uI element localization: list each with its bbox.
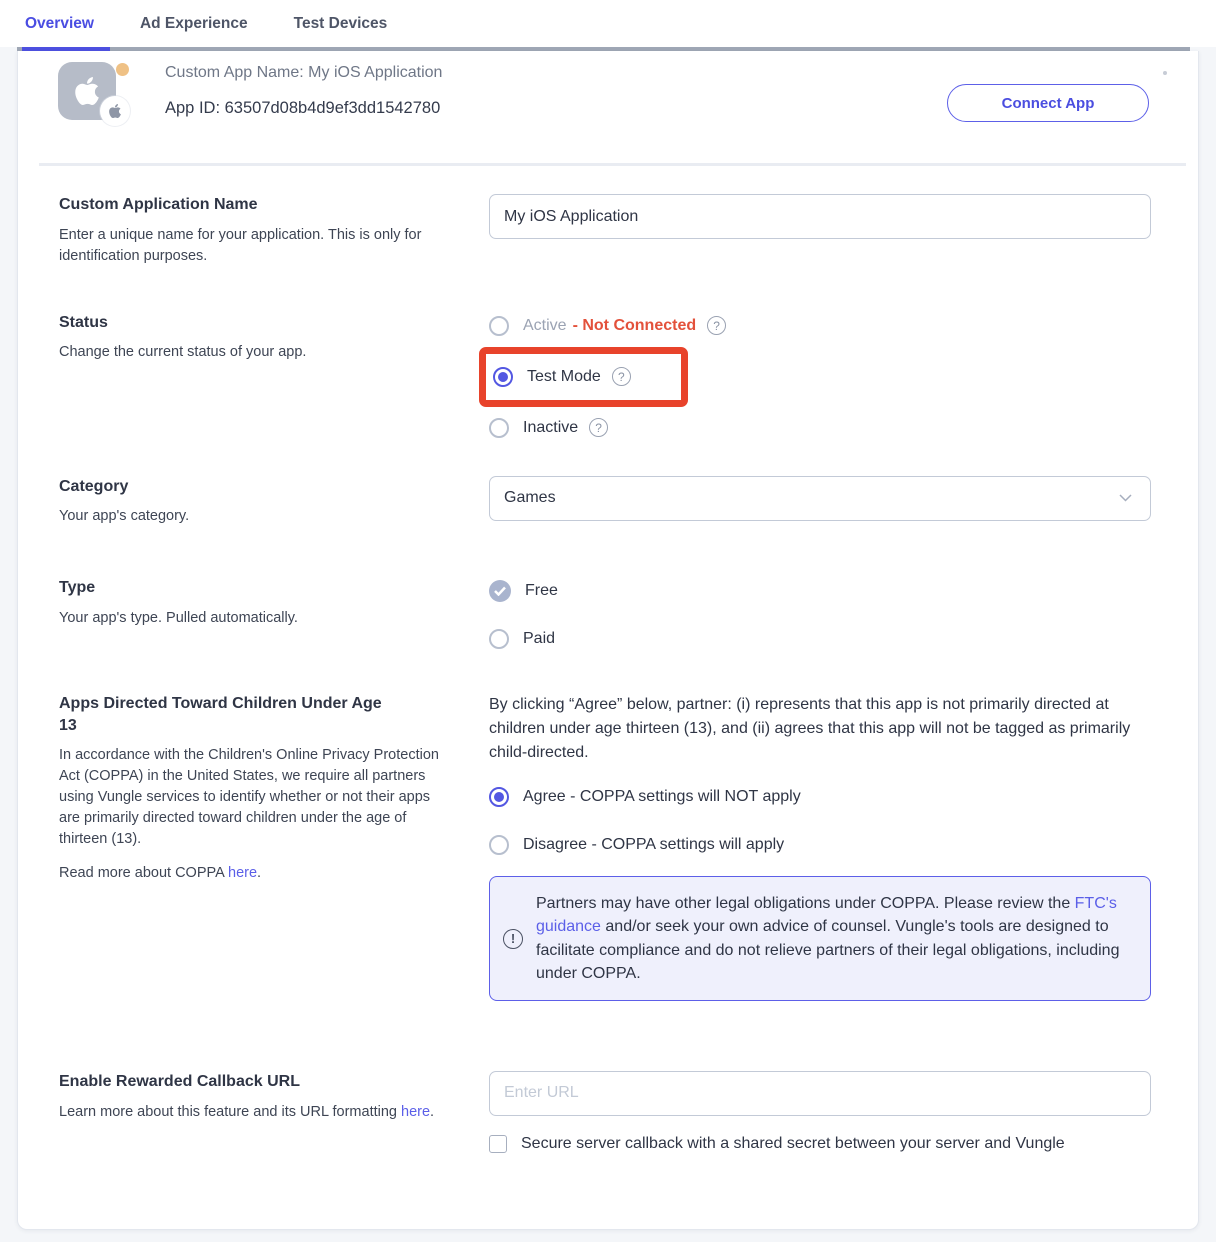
callback-label-col: [59, 1071, 489, 1157]
disagree-label: Disagree - COPPA settings will apply: [523, 836, 785, 854]
status-description: Change the current status of your app.: [59, 344, 307, 361]
custom-name-description: Enter a unique name for your application. This is only for identification purposes.: [59, 226, 422, 264]
status-option-inactive[interactable]: [489, 414, 1151, 442]
custom-name-label-col: [59, 194, 489, 267]
coppa-option-disagree[interactable]: [489, 831, 1151, 859]
custom-name-title: Custom Application Name: [59, 196, 258, 213]
status-title: Status: [59, 313, 108, 331]
active-label: Active: [523, 316, 567, 334]
free-selected-check-icon: [489, 580, 511, 602]
coppa-row: [59, 693, 1151, 1001]
inactive-label: Inactive: [523, 418, 579, 436]
exclamation-icon: !: [503, 929, 523, 949]
status-control-col: [489, 312, 1151, 442]
annotation-highlight-box: [479, 347, 688, 407]
secure-callback-checkbox[interactable]: [489, 1135, 507, 1153]
disagree-radio[interactable]: [489, 835, 509, 855]
custom-app-name-input[interactable]: [489, 194, 1151, 239]
coppa-here-link[interactable]: here: [228, 864, 258, 881]
scrollbar-dot: [1163, 71, 1167, 75]
apple-badge-icon: [107, 103, 123, 119]
app-id-line: App ID: 63507d08b4d9ef3dd1542780: [165, 99, 441, 117]
tab-overview[interactable]: Overview: [25, 14, 94, 32]
read-more-text: Read more about COPPA: [59, 864, 228, 881]
status-label-col: [59, 312, 489, 442]
category-label-col: [59, 476, 489, 528]
type-option-paid: [489, 625, 1151, 653]
ftc-guidance-link[interactable]: FTC's guidance: [536, 895, 1117, 936]
category-description: Your app's category.: [59, 508, 190, 525]
coppa-read-more: [59, 863, 449, 884]
inactive-radio[interactable]: [489, 418, 509, 438]
type-label-col: [59, 577, 489, 653]
category-control-col: [489, 476, 1151, 528]
callback-url-input[interactable]: [489, 1071, 1151, 1116]
type-description: Your app's type. Pulled automatically.: [59, 609, 298, 626]
connect-app-button[interactable]: Connect App: [947, 84, 1149, 122]
notice-prefix: Partners may have other legal obligations under COPPA. Please review the: [536, 895, 1075, 913]
test-mode-radio[interactable]: [493, 367, 513, 387]
callback-here-link[interactable]: here: [401, 1103, 431, 1120]
chevron-down-icon: [1119, 494, 1132, 502]
notice-suffix: and/or seek your own advice of counsel. Vungle's tools are designed to facilitate compliance and do not relieve partners of their legal obligations, including under COPPA.: [536, 918, 1120, 982]
category-title: Category: [59, 477, 129, 495]
type-row: [59, 577, 1151, 653]
tab-test-devices[interactable]: Test Devices: [293, 14, 388, 32]
status-option-test-mode[interactable]: [493, 363, 631, 391]
paid-label: Paid: [523, 630, 556, 648]
free-label: Free: [525, 582, 558, 600]
coppa-agreement-text: By clicking “Agree” below, partner: (i) represents that this app is not primarily directed at children under age thirteen (13), and (ii) agrees that this app will not be tagged as primarily child-directed.: [489, 696, 1131, 762]
custom-name-row: [59, 194, 1151, 267]
inactive-help-icon[interactable]: ?: [589, 418, 608, 437]
callback-row: [59, 1071, 1151, 1157]
test-mode-label: Test Mode: [527, 367, 601, 385]
coppa-title: Apps Directed Toward Children Under Age 13: [59, 695, 382, 734]
status-option-active[interactable]: [489, 312, 1151, 340]
notification-dot: [116, 63, 129, 76]
app-settings-form: [18, 166, 1198, 1157]
coppa-notice-box: [489, 876, 1151, 1001]
test-mode-help-icon[interactable]: ?: [612, 367, 631, 386]
callback-control-col: [489, 1071, 1151, 1157]
coppa-notice-text: [536, 892, 1130, 985]
custom-name-control-col: [489, 194, 1151, 267]
coppa-control-col: [489, 693, 1151, 1001]
app-settings-card: [17, 51, 1199, 1230]
type-title: Type: [59, 579, 96, 597]
callback-desc-period: .: [430, 1103, 435, 1120]
app-header-text: [165, 62, 442, 118]
coppa-option-agree[interactable]: [489, 783, 1151, 811]
category-selected-value: Games: [504, 489, 556, 507]
type-control-col: [489, 577, 1151, 653]
app-header: [18, 51, 1198, 163]
secure-callback-label: Secure server callback with a shared secret between your server and Vungle: [521, 1134, 1065, 1152]
tab-ad-experience[interactable]: Ad Experience: [139, 14, 248, 32]
coppa-label-col: [59, 693, 489, 1001]
platform-badge: [100, 96, 130, 126]
custom-app-name-line: Custom App Name: My iOS Application: [165, 64, 443, 81]
category-select[interactable]: [489, 476, 1151, 521]
tab-bar: [0, 0, 1216, 47]
type-option-free: [489, 577, 1151, 605]
agree-radio[interactable]: [489, 787, 509, 807]
active-radio[interactable]: [489, 316, 509, 336]
agree-label: Agree - COPPA settings will NOT apply: [523, 788, 801, 806]
status-row: [59, 312, 1151, 442]
secure-callback-option[interactable]: [489, 1132, 1151, 1157]
paid-radio: [489, 629, 509, 649]
callback-description: [59, 1102, 449, 1123]
callback-title: Enable Rewarded Callback URL: [59, 1072, 300, 1090]
read-more-period: .: [257, 864, 262, 881]
coppa-description: In accordance with the Children's Online Privacy Protection Act (COPPA) in the United States, we require all partners using Vungle services to identify whether or not their apps are primarily directed toward children under the age of thirteen (13).: [59, 747, 439, 848]
apple-icon: [71, 75, 103, 107]
active-help-icon[interactable]: ?: [707, 316, 726, 335]
not-connected-label: - Not Connected: [572, 316, 697, 334]
app-icon: [58, 62, 116, 120]
callback-desc-text: Learn more about this feature and its URL formatting: [59, 1103, 402, 1120]
category-row: [59, 476, 1151, 528]
